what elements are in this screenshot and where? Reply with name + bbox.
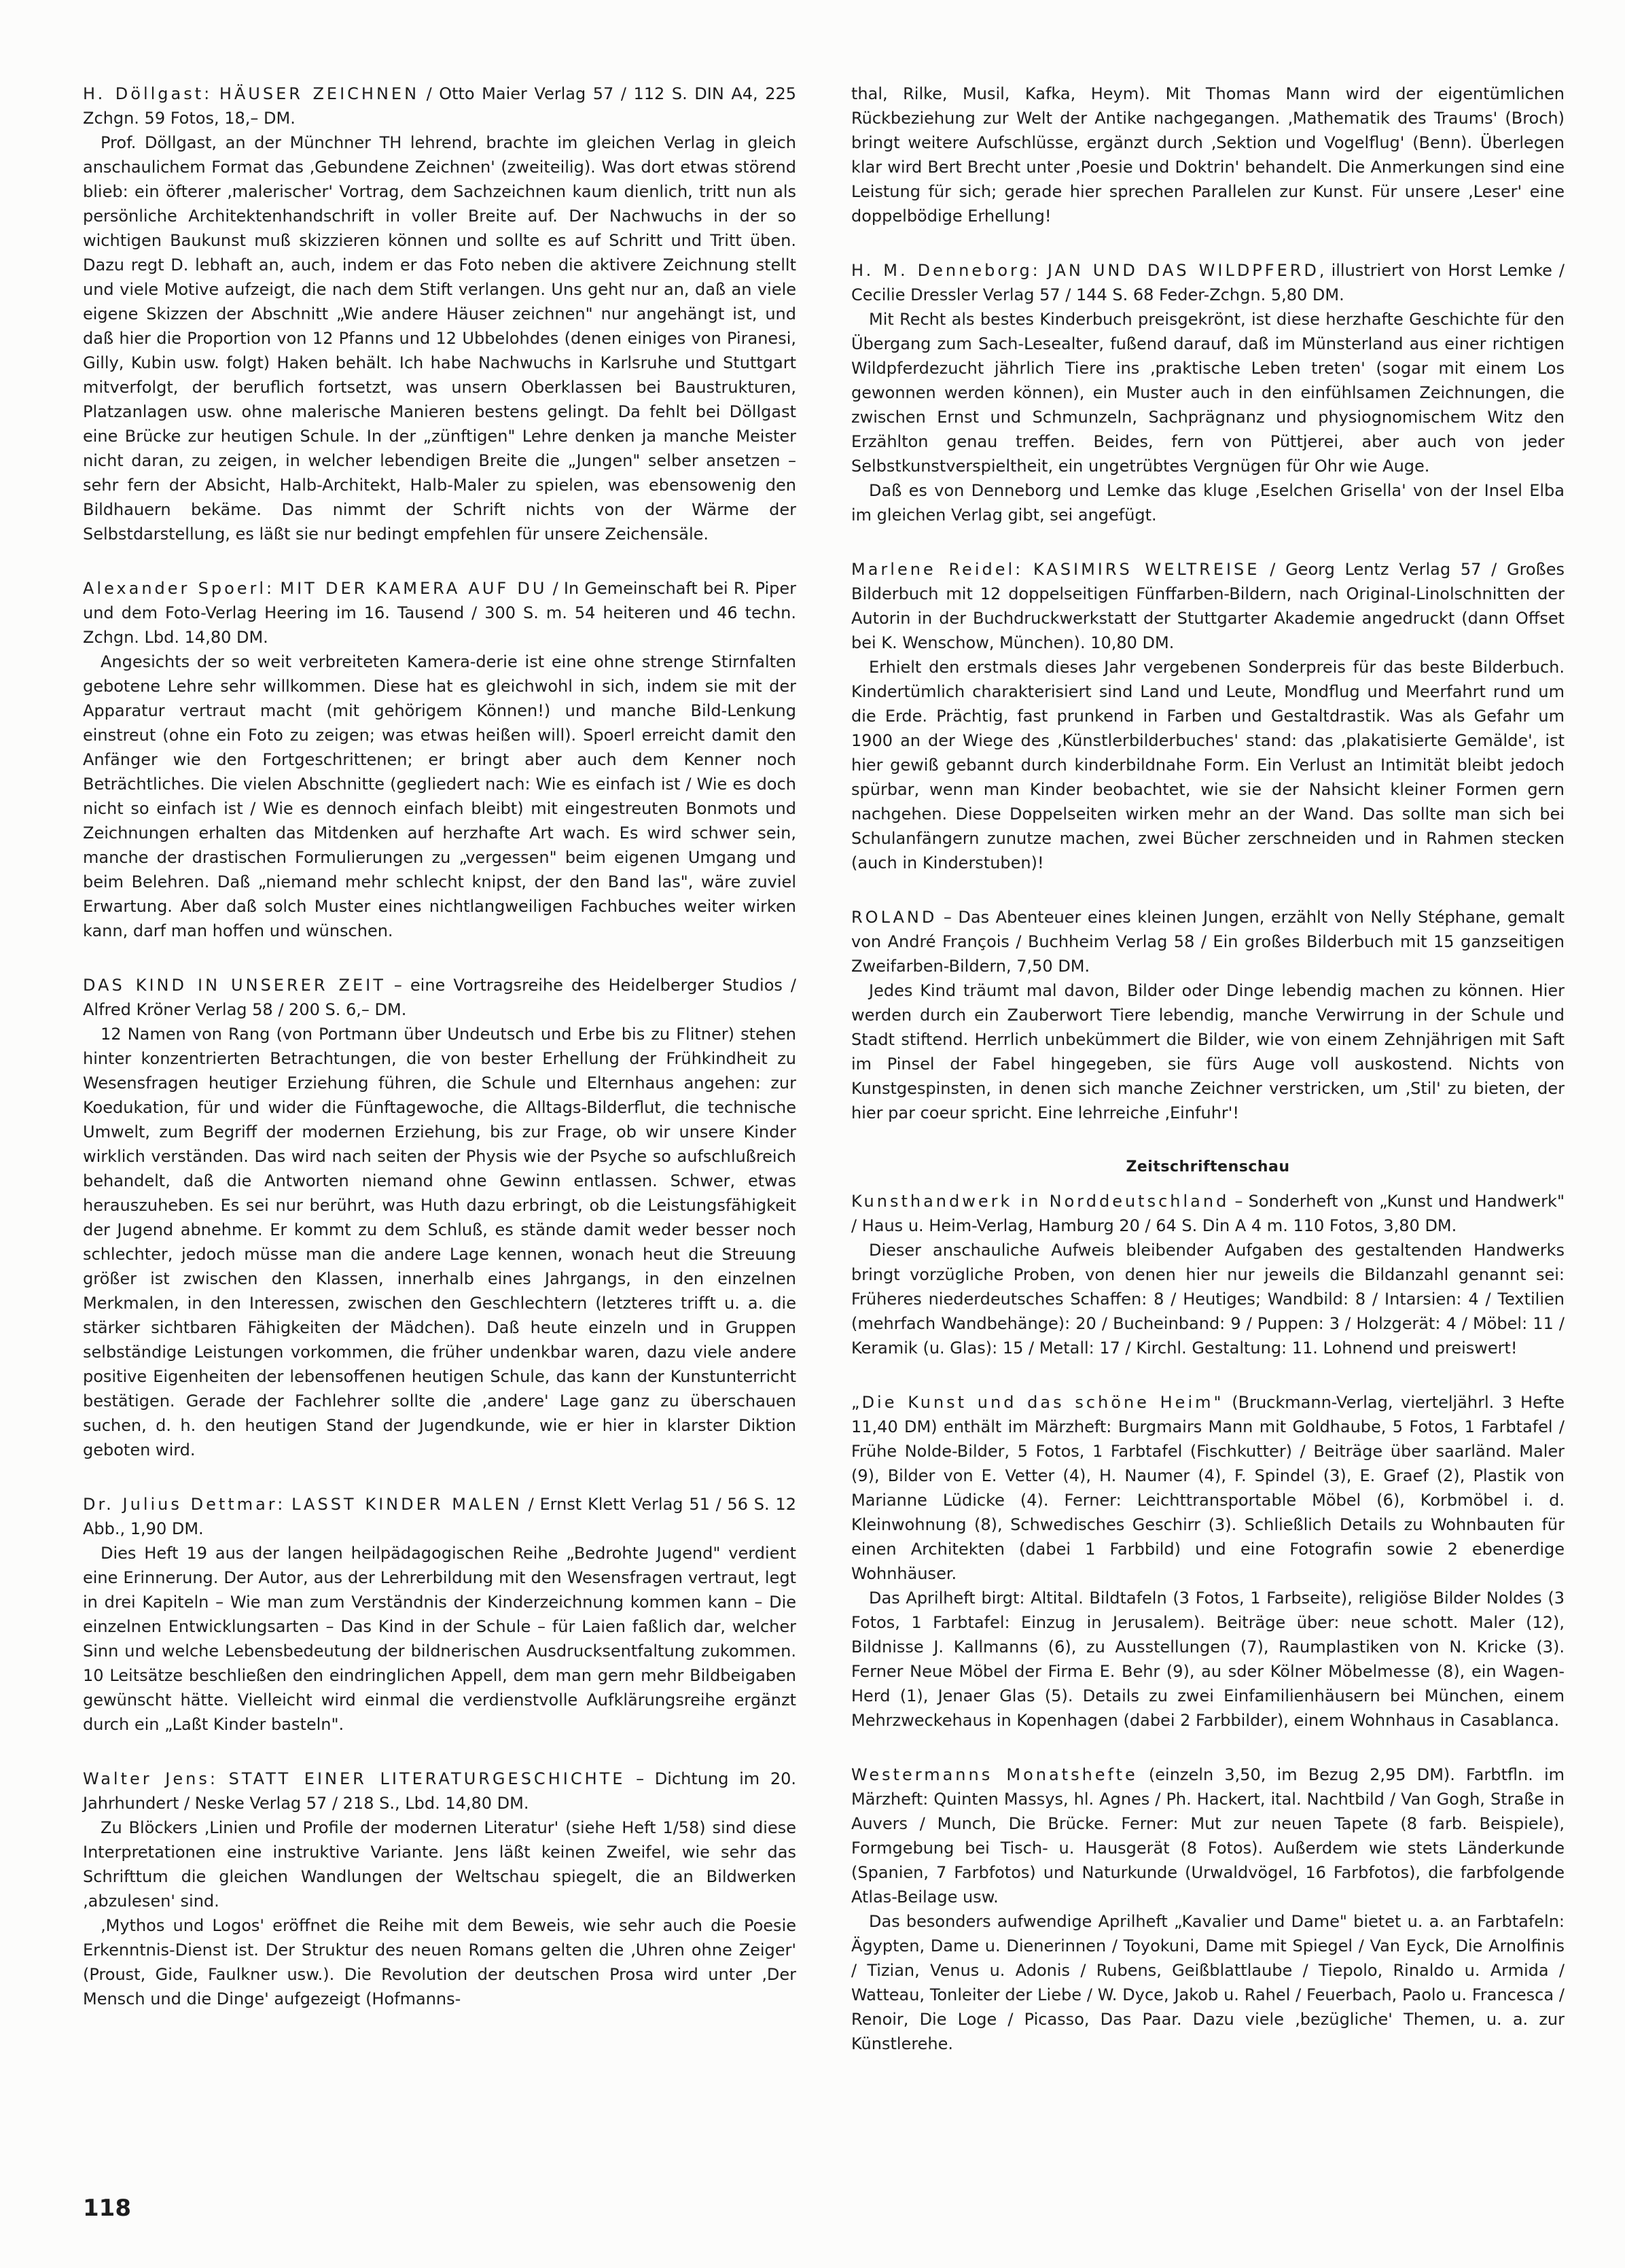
review-heading [83, 1492, 796, 1541]
review-author: Walter Jens: [83, 1769, 218, 1788]
review-denneborg [851, 258, 1565, 527]
review-heading [851, 1762, 1565, 1909]
review-heading [851, 1189, 1565, 1238]
review-paragraph: thal, Rilke, Musil, Kafka, Heym). Mit Thomas Mann wird der eigentümlichen Rückbeziehung zur Welt der Antike nachgegangen. ‚Mathematik des Traums' (Broch) bringt weitere Aufschlüsse, ergänzt durch ‚Sektion und Vogelflug' (Benn). Überlegen klar wird Bert Brecht unter ‚Poesie und Doktrin' behandelt. Die Anmerkungen sind eine Leistung für sich; gerade hier sprechen Parallelen zur Kunst. Für unsere ‚Leser' eine doppelbödige Erhellung! [851, 84, 1565, 226]
review-paragraph: Daß es von Denneborg und Lemke das kluge ‚Eselchen Grisella' von der Insel Elba im gleichen Verlag gibt, sei angefügt. [851, 481, 1565, 525]
review-author: H. M. Denneborg: [851, 261, 1041, 280]
review-paragraph: ‚Mythos und Logos' eröffnet die Reihe mit dem Beweis, wie sehr auch die Poesie Erkenntnis-Dienst ist. Der Struktur des neuen Romans gelten die ‚Uhren ohne Zeiger' (Proust, Gide, Faulkner usw.). Die Revolution der deutschen Prosa wird unter ‚Der Mensch und die Dinge' aufgezeigt (Hofmanns- [83, 1916, 796, 2008]
left-column [83, 82, 796, 2041]
review-spoerl [83, 576, 796, 943]
review-publication-info: – eine Vortragsreihe des Heidelberger Studios / Alfred Kröner Verlag 58 / 200 S. 6,– DM. [83, 976, 796, 1019]
review-title: MIT DER KAMERA AUF DU [280, 579, 548, 598]
review-heading [83, 82, 796, 130]
review-kind-in-unserer-zeit [83, 973, 796, 1462]
review-heading [851, 258, 1565, 307]
review-publication-info: / Otto Maier Verlag 57 / 112 S. DIN A4, 225 Zchgn. 59 Fotos, 18,– DM. [83, 84, 797, 128]
review-dettmar [83, 1492, 796, 1737]
review-title: JAN UND DAS WILDPFERD [1047, 261, 1319, 280]
page-number: 118 [83, 2195, 131, 2222]
review-paragraph: Das besonders aufwendige Aprilheft „Kavalier und Dame" bietet u. a. an Farbtafeln: Ägypten, Dame u. Dienerinnen / Toyokuni, Dame mit Spiegel / Van Eyck, Die Arnolfinis / Tizian, Venus u. Adonis / Rubens, Geißblattlaube / Tiepolo, Rinaldo u. Armida / Watteau, Tonleiter der Liebe / W. Dyce, Jakob u. Rahel / Feuerbach, Paolo u. Francesca / Renoir, Die Loge / Picasso, Das Paar. Dazu viele ‚bezügliche' Themen, u. a. zur Künstlerehe. [851, 1912, 1565, 2053]
review-kunst-und-heim [851, 1390, 1565, 1733]
review-title: ROLAND [851, 908, 938, 927]
review-jens-continued [851, 82, 1565, 228]
review-author: Dr. Julius Dettmar: [83, 1495, 286, 1514]
review-heading [83, 973, 796, 1022]
periodical-title: „Die Kunst und das schöne Heim" [851, 1393, 1224, 1412]
review-publication-info: / Georg Lentz Verlag 57 / Großes Bilderbuch mit 12 doppelseitigen Fünffarben-Bildern, nach Original-Linolschnitten der Autorin in der Buchdruckwerkstatt der Stuttgarter Akademie angedruckt (dann Offset bei K. Wenschow, München). 10,80 DM. [851, 560, 1565, 652]
review-kunsthandwerk [851, 1155, 1565, 1360]
review-publication-info: / In Gemeinschaft bei R. Piper und dem Foto-Verlag Heering im 16. Tausend / 300 S. m. 54 heiteren und 46 techn. Zchgn. Lbd. 14,80 DM. [83, 579, 797, 647]
review-publication-info: , illustriert von Horst Lemke / Cecilie Dressler Verlag 57 / 144 S. 68 Feder-Zchgn. 5,80 DM. [851, 261, 1565, 304]
review-publication-info: – Sonderheft von „Kunst und Handwerk" / Haus u. Heim-Verlag, Hamburg 20 / 64 S. Din A 4 m. 110 Fotos, 3,80 DM. [851, 1192, 1565, 1235]
review-paragraph: Dies Heft 19 aus der langen heilpädagogischen Reihe „Bedrohte Jugend" verdient eine Erinnerung. Der Autor, aus der Lehrerbildung mit den Wesensfragen vertraut, legt in drei Kapiteln – Wie man zum Verständnis der Kinderzeichnung kommen kann – Die einzelnen Entwicklungsarten – Das Kind in der Schule – für Laien faßlich dar, welcher Sinn und welche Lebensbedeutung der bildnerischen Ausdrucksentfaltung zukommen. 10 Leitsätze beschließen den eindringlichen Appell, dem man gern mehr Bildbeigaben gewünscht hätte. Vielleicht wird einmal die verdienstvolle Aufklärungsreihe ergänzt durch ein „Laßt Kinder basteln". [83, 1544, 796, 1734]
review-doellgast [83, 82, 796, 546]
review-publication-info: (einzeln 3,50, im Bezug 2,95 DM). Farbtfln. im Märzheft: Quinten Massys, hl. Agnes / Ph. Hackert, ital. Nachtbild / Van Gogh, Straße in Auvers / Munch, Die Brücke. Ferner: Mut zur neuen Tapete (8 farb. Beispiele), Formgebung bei Tisch- u. Hausgerät (8 Fotos). Außerdem wie stets Länderkunde (Spanien, 7 Farbfotos) und Naturkunde (Urwaldvögel, 16 Farbfotos), die farbfolgende Atlas-Beilage usw. [851, 1765, 1565, 1907]
review-paragraph: Jedes Kind träumt mal davon, Bilder oder Dinge lebendig machen zu können. Hier werden durch ein Zauberwort Tiere lebendig, manche Verwirrung in der Schule und Stadt stiftend. Herrlich unbekümmert die Bilder, wie von einem Zehnjährigen mit Saft im Pinsel der Fabel hingegeben, sie fürs Auge voll auskostend. Nichts von Kunstgespinsten, in denen sich manche Zeichner verstricken, um ‚Stil' zu bieten, der hier par coeur spricht. Eine lehrreiche ‚Einfuhr'! [851, 981, 1565, 1122]
review-paragraph: Mit Recht als bestes Kinderbuch preisgekrönt, ist diese herzhafte Geschichte für den Übergang zum Sach-Lesealter, fußend darauf, daß im Münsterland aus einer richtigen Wildpferdezucht jährlich Tiere ins ‚praktische Leben treten' (sogar mit einem Los gewonnen werden können), ein Muster auch in den einfühlsamen Zeichnungen, die zwischen Ernst und Schmunzeln, Sachprägnanz und physiognomischem Witz den Erzählton genau treffen. Beides, fern von Püttjerei, aber auch von jeder Selbstkunstverspieltheit, ein ungetrübtes Vergnügen für Ohr wie Auge. [851, 310, 1565, 476]
right-column [851, 82, 1565, 2086]
review-paragraph: Prof. Döllgast, an der Münchner TH lehrend, brachte im gleichen Verlag in gleich anschaulichem Format das ‚Gebundene Zeichnen' (zweiteilig). Was dort etwas störend blieb: ein öfterer ‚malerischer' Vortrag, dem Sachzeichnen kaum dienlich, tritt nun als persönliche Architektenhandschrift in voller Breite auf. Der Nachwuchs in der so wichtigen Baukunst muß skizzieren können und sollte es auf Schritt und Tritt üben. Dazu regt D. lebhaft an, auch, indem er das Foto neben die aktivere Zeichnung stellt und viele Motive aufzeigt, die nach dem Stift verlangen. Uns geht nur an, daß an viele eigene Skizzen der Abschnitt „Wie andere Häuser zeichnen" nur angehängt ist, und daß hier die Proportion von 12 Pfanns und 12 Ubbelohdes (denen einiges von Piranesi, Gilly, Kubin usw. folgt) Haken behält. Ich habe Nachwuchs in Karlsruhe und Stuttgart mitverfolgt, der beruflich fortsetzt, was unsern Oberklassen bei Baustrukturen, Platzanlagen usw. ohne malerische Manieren bestens gelingt. Da fehlt bei Döllgast eine Brücke zur heutigen Schule. In der „zünftigen" Lehre denken ja manche Meister nicht daran, zu zeigen, in welcher lebendigen Breite die „Jungen" selber ansetzen – sehr fern der Absicht, Halb-Architekt, Halb-Maler zu spielen, was ebensowenig den Bildhauern bekäme. Das nimmt der Schrift nichts von der Wärme der Selbstdarstellung, es läßt sie nur bedingt empfehlen für unsere Zeichensäle. [83, 133, 796, 544]
review-paragraph: Dieser anschauliche Aufweis bleibender Aufgaben des gestaltenden Handwerks bringt vorzügliche Proben, von denen hier nur jeweils die Bildanzahl genannt sei: Früheres niederdeutsches Schaffen: 8 / Heutiges; Wandbild: 8 / Intarsien: 4 / Textilien (mehrfach Wandbehänge): 20 / Bucheinband: 9 / Puppen: 3 / Holzgerät: 4 / Möbel: 11 / Keramik (u. Glas): 15 / Metall: 17 / Kirchl. Gestaltung: 11. Lohnend und preiswert! [851, 1241, 1565, 1358]
review-title: KASIMIRS WELTREISE [1033, 560, 1260, 579]
review-author: Alexander Spoerl: [83, 579, 275, 598]
review-jens [83, 1767, 796, 2011]
review-publication-info: (Bruckmann-Verlag, vierteljährl. 3 Hefte 11,40 DM) enthält im Märzheft: Burgmairs Mann mit Goldhaube, 5 Fotos, 1 Farbtafel / Frühe Nolde-Bilder, 5 Fotos, 1 Farbtafel (Fischkutter) / Beiträge über saarländ. Maler (9), Bilder von E. Vetter (4), H. Naumer (4), F. Spindel (3), E. Graef (2), Plastik von Marianne Lüdicke (4). Ferner: Leichttransportable Möbel (6), Korbmöbel i. d. Kleinwohnung (8), Schwedisches Geschirr (3). Schließlich Details zu Wohnbauten für einen Architekten (dabei 1 Farbbild) und eine Fotografin sowie 2 ebenerdige Wohnhäuser. [851, 1393, 1565, 1583]
periodical-title: Kunsthandwerk in Norddeutschland [851, 1192, 1230, 1211]
review-roland [851, 905, 1565, 1125]
review-publication-info: – Das Abenteuer eines kleinen Jungen, erzählt von Nelly Stéphane, gemalt von André François / Buchheim Verlag 58 / Ein großes Bilderbuch mit 15 ganzseitigen Zweifarben-Bildern, 7,50 DM. [851, 908, 1565, 976]
review-title: HÄUSER ZEICHNEN [219, 84, 420, 103]
review-publication-info: / Ernst Klett Verlag 51 / 56 S. 12 Abb., 1,90 DM. [83, 1495, 796, 1538]
review-heading [83, 1767, 796, 1815]
review-heading [83, 576, 796, 650]
review-title: LASST KINDER MALEN [291, 1495, 522, 1514]
periodical-title: Westermanns Monatshefte [851, 1765, 1138, 1784]
review-westermanns [851, 1762, 1565, 2056]
review-title: STATT EINER LITERATURGESCHICHTE [228, 1769, 626, 1788]
review-paragraph: Angesichts der so weit verbreiteten Kamera-derie ist eine ohne strenge Stirnfalten gebotene Lehre sehr willkommen. Diese hat es gleichwohl in sich, indem sie mit der Apparatur vertraut macht (mit gehörigem Können!) und manche Bild-Lenkung einstreut (ohne ein Foto zu zeigen; was etwas heißen will). Spoerl erreicht damit den Anfänger wie den Fortgeschrittenen; er bringt aber auch dem Kenner noch Beträchtliches. Die vielen Abschnitte (gegliedert nach: Wie es einfach ist / Wie es doch nicht so einfach ist / Wie es dennoch einfach bleibt) mit eingestreuten Bonmots und Zeichnungen erhalten das Mitdenken auf herzhafte Art wach. Es wird schwer sein, manche der drastischen Formulierungen zu „vergessen" beim eigenen Umgang und beim Belehren. Daß „niemand mehr schlecht knipst, der den Band las", wäre zuviel Erwartung. Aber daß solch Muster eines nichtlangweiligen Fachbuches weiter wirken kann, darf man hoffen und wünschen. [83, 652, 796, 940]
review-heading [851, 557, 1565, 655]
review-title: DAS KIND IN UNSERER ZEIT [83, 976, 386, 995]
review-paragraph: Zu Blöckers ‚Linien und Profile der modernen Literatur' (siehe Heft 1/58) sind diese Interpretationen eine instruktive Variante. Jens läßt keinen Zweifel, wie sehr das Schrifttum die gleichen Wandlungen der Weltschau spiegelt, die an Bildwerken ‚abzulesen' sind. [83, 1818, 796, 1911]
section-heading: Zeitschriftenschau [1126, 1158, 1290, 1175]
review-author: H. Döllgast: [83, 84, 213, 103]
review-publication-info: – Dichtung im 20. Jahrhundert / Neske Verlag 57 / 218 S., Lbd. 14,80 DM. [83, 1769, 796, 1813]
review-paragraph: Erhielt den erstmals dieses Jahr vergebenen Sonderpreis für das beste Bilderbuch. Kindertümlich charakterisiert sind Land und Leute, Mondflug und Meerfahrt rund um die Erde. Prächtig, fast prunkend in Farben und Gestaltdrastik. Was als Gefahr um 1900 an der Wiege des ‚Künstlerbilderbuches' stand: das ‚plakatisierte Gemälde', ist hier gewiß gebannt durch kinderbildnahe Form. Ein Verlust an Intimität bleibt jedoch spürbar, wenn man Kinder beobachtet, wie sie der Nahsicht kleiner Formen gern nachgehen. Diese Doppelseiten wirken mehr an der Wand. Das sollte man sich bei Schulanfängern zunutze machen, zwei Bücher zerschneiden und in Rahmen stecken (auch in Kinderstuben)! [851, 658, 1565, 872]
review-heading [851, 905, 1565, 978]
review-author: Marlene Reidel: [851, 560, 1024, 579]
review-heading [851, 1390, 1565, 1586]
review-paragraph: 12 Namen von Rang (von Portmann über Undeutsch und Erbe bis zu Flitner) stehen hinter konzentrierten Betrachtungen, die von bester Erhellung der Frühkindheit zu Wesensfragen heutiger Erziehung führen, die Schule und Elternhaus angehen: zur Koedukation, für und wider die Fünftagewoche, die Alltags-Bilderflut, die technische Umwelt, zum Begriff der modernen Erziehung, bis zur Frage, ob wir unsere Kinder wirklich verständen. Das wird nach seiten der Physis wie der Psyche so aufschlußreich behandelt, daß die Antworten niemand ohne Gewinn entlassen. Schwer, etwas herauszuheben. Es sei nur berührt, was Huth dazu erbringt, ob die Leistungsfähigkeit der Jugend abnehme. Er kommt zu dem Schluß, es stände damit weder besser noch schlechter, jedoch müsse man die andere Lage kennen, wonach heut die Streuung größer ist zwischen den Klassen, innerhalb eines Jahrgangs, in den einzelnen Merkmalen, in den Interessen, zwischen den Geschlechtern (letzteres trifft u. a. die stärker sichtbaren Fähigkeiten der Mädchen). Daß heute einzeln und in Gruppen selbständige Leistungen vorkommen, die früher undenkbar waren, dazu viele andere positive Eigenheiten der lebensoffenen heutigen Schule, das kann der Kunstunterricht bestätigen. Gerade der Fachlehrer sollte die ‚andere' Lage ganz zu überschauen suchen, d. h. den heutigen Stand der Jugendkunde, wie er hier in klarster Diktion geboten wird. [83, 1025, 796, 1459]
review-paragraph: Das Aprilheft birgt: Altital. Bildtafeln (3 Fotos, 1 Farbseite), religiöse Bilder Noldes (3 Fotos, 1 Farbtafel: Einzug in Jerusalem). Beiträge über: neue schott. Maler (12), Bildnisse J. Kallmanns (6), zu Ausstellungen (7), Raumplastiken von N. Kricke (3). Ferner Neue Möbel der Firma E. Behr (9), au sder Kölner Möbelmesse (8), ein Wagen-Herd (1), Jenaer Glas (5). Details zu zwei Einfamilienhäusern bei München, einem Mehrzweckehaus in Kopenhagen (dabei 2 Farbbilder), einem Wohnhaus in Casablanca. [851, 1589, 1565, 1730]
review-reidel [851, 557, 1565, 875]
